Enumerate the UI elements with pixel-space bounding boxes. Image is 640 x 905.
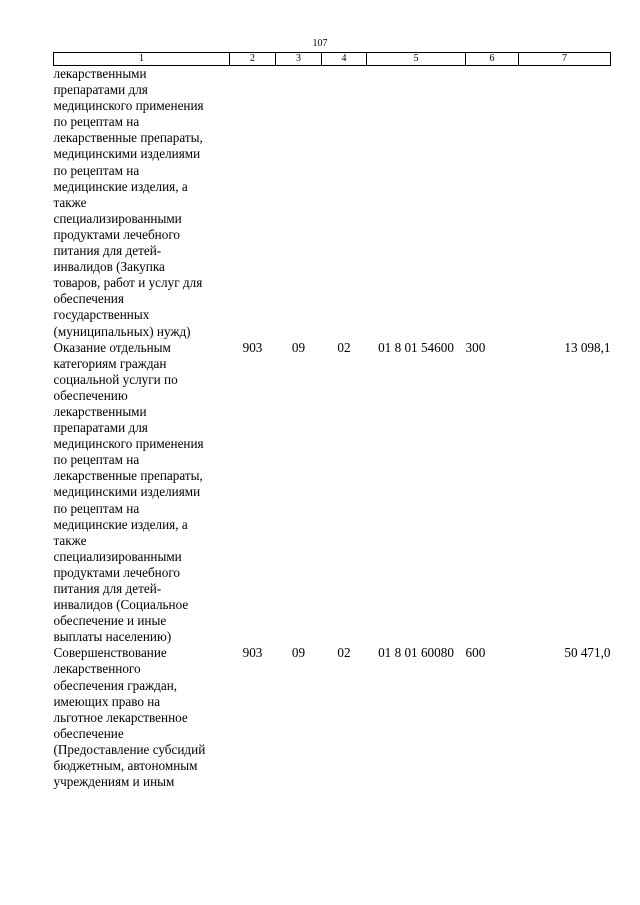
ministry-code bbox=[230, 66, 276, 340]
col-header-3: 3 bbox=[276, 53, 322, 66]
row-name-line: обеспечение и иные bbox=[53, 613, 167, 629]
row-name-line: питания для детей- bbox=[53, 243, 162, 259]
expense-type-code: 600 bbox=[465, 645, 486, 661]
col-header-6: 6 bbox=[466, 53, 519, 66]
col-header-7: 7 bbox=[519, 53, 611, 66]
row-name-line: медицинские изделия, а bbox=[53, 178, 188, 194]
row-name-line: медицинские изделия, а bbox=[53, 516, 188, 532]
row-name-line: лекарственные препараты, bbox=[53, 130, 203, 146]
row-name-line: специализированными bbox=[53, 210, 182, 226]
row-name-line: специализированными bbox=[53, 548, 182, 564]
row-name-line: имеющих право на bbox=[53, 693, 161, 709]
row-name-line: льготное лекарственное bbox=[53, 709, 188, 725]
expense-type-code bbox=[466, 66, 519, 340]
row-name-line: (Предоставление субсидий bbox=[53, 741, 206, 757]
row-name-line: медицинского применения bbox=[53, 436, 204, 452]
col-header-2: 2 bbox=[230, 53, 276, 66]
row-name-line: товаров, работ и услуг для bbox=[53, 275, 203, 291]
ministry-code: 903 bbox=[242, 339, 263, 355]
table-row bbox=[54, 645, 611, 790]
row-name-line: продуктами лечебного bbox=[53, 226, 181, 242]
target-article-code bbox=[367, 66, 466, 340]
row-name-line: социальной услуги по bbox=[53, 371, 178, 387]
row-name-line: категориям граждан bbox=[53, 355, 167, 371]
amount: 13 098,1 bbox=[564, 339, 611, 355]
row-name-line: инвалидов (Социальное bbox=[53, 597, 189, 613]
row-name-line: препаратами для bbox=[53, 82, 148, 98]
target-article-code: 01 8 01 54600 bbox=[378, 339, 454, 355]
row-name-line: бюджетным, автономным bbox=[53, 758, 198, 774]
amount bbox=[519, 66, 611, 340]
section-code bbox=[276, 66, 322, 340]
row-name-line: выплаты населению) bbox=[53, 629, 172, 645]
row-name-line: лекарственными bbox=[53, 66, 147, 81]
row-name bbox=[54, 66, 230, 340]
row-name-line: по рецептам на bbox=[53, 162, 140, 178]
row-name-line: лекарственного bbox=[53, 661, 141, 677]
row-name-line: по рецептам на bbox=[53, 114, 140, 130]
row-name-line: по рецептам на bbox=[53, 500, 140, 516]
row-name-line: учреждениям и иным bbox=[53, 774, 175, 790]
row-name-line: медицинского применения bbox=[53, 98, 204, 114]
row-name-line: обеспечения bbox=[53, 291, 124, 307]
row-name-line: также bbox=[53, 194, 87, 210]
amount: 50 471,0 bbox=[564, 645, 611, 661]
row-name-line: (муниципальных) нужд) bbox=[53, 323, 191, 339]
row-name-line: медицинскими изделиями bbox=[53, 484, 201, 500]
row-name-line: обеспечению bbox=[53, 387, 128, 403]
col-header-4: 4 bbox=[322, 53, 367, 66]
section-code: 09 bbox=[291, 645, 306, 661]
expense-type-code: 300 bbox=[465, 339, 486, 355]
table-row bbox=[54, 340, 611, 646]
row-name bbox=[54, 340, 230, 646]
subsection-code bbox=[322, 66, 367, 340]
row-name-line: лекарственные препараты, bbox=[53, 468, 203, 484]
subsection-code: 02 bbox=[337, 339, 351, 355]
table-body bbox=[54, 66, 611, 791]
row-name-line: также bbox=[53, 532, 87, 548]
row-name-line: обеспечение bbox=[53, 725, 124, 741]
subsection-code: 02 bbox=[337, 645, 351, 661]
row-name-line: питания для детей- bbox=[53, 581, 162, 596]
row-name-line: медицинскими изделиями bbox=[53, 146, 201, 162]
col-header-5: 5 bbox=[367, 53, 466, 66]
row-name-line: лекарственными bbox=[53, 403, 147, 419]
budget-table bbox=[53, 52, 611, 790]
row-name-line: Оказание отдельным bbox=[53, 339, 171, 355]
page-number: 107 bbox=[312, 38, 328, 49]
ministry-code: 903 bbox=[242, 645, 263, 661]
table-row bbox=[54, 66, 611, 340]
row-name-line: по рецептам на bbox=[53, 452, 140, 468]
section-code: 09 bbox=[291, 339, 306, 355]
row-name-line: препаратами для bbox=[53, 420, 148, 436]
header-row bbox=[54, 53, 611, 66]
col-header-1: 1 bbox=[54, 53, 230, 66]
row-name-line: Совершенствование bbox=[53, 645, 167, 661]
row-name bbox=[54, 645, 230, 790]
row-name-line: обеспечения граждан, bbox=[53, 677, 178, 693]
row-name-line: инвалидов (Закупка bbox=[53, 259, 165, 275]
row-name-line: продуктами лечебного bbox=[53, 564, 181, 580]
row-name-line: государственных bbox=[53, 307, 150, 323]
target-article-code: 01 8 01 60080 bbox=[378, 645, 454, 661]
